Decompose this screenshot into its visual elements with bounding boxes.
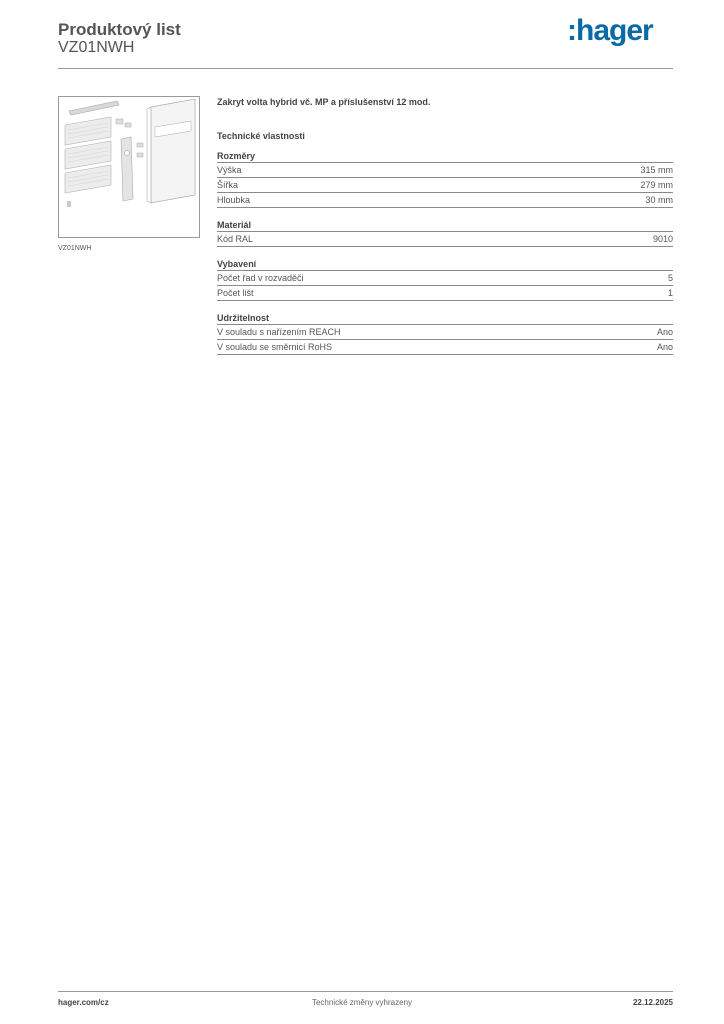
spec-label: Počet lišt [217,288,254,298]
footer-notice: Technické změny vyhrazeny [311,998,413,1007]
product-image [58,96,200,238]
product-details [217,96,673,355]
product-code: VZ01NWH [58,39,135,56]
spec-group-title: Rozměry [217,150,673,163]
spec-group-title: Vybavení [217,258,673,271]
spec-value: 5 [667,273,673,283]
spec-value: Ano [656,342,673,352]
spec-group-title: Materiál [217,219,673,232]
spec-row [217,232,673,247]
footer-date: 22.12.2025 [632,998,673,1007]
spec-row [217,193,673,208]
spec-label: Hloubka [217,195,251,205]
spec-row [217,286,673,301]
spec-label: V souladu se směrnicí RoHS [217,342,333,352]
spec-group-title: Udržitelnost [217,312,673,325]
spec-value: 1 [667,288,673,298]
spec-row [217,178,673,193]
spec-label: V souladu s nařízením REACH [217,327,341,337]
spec-row [217,163,673,178]
spec-label: Kód RAL [217,234,254,244]
spec-group-equipment [217,258,673,301]
footer-website-link[interactable]: hager.com/cz [58,998,109,1007]
spec-value: 9010 [652,234,673,244]
spec-group-material [217,219,673,247]
spec-value: 315 mm [640,165,673,175]
spec-row [217,340,673,355]
product-illustration [59,97,201,239]
specs-title: Technické vlastnosti [217,131,305,141]
image-caption: VZ01NWH [58,245,92,252]
spec-label: Počet řad v rozvaděči [217,273,304,283]
spec-label: Šířka [217,180,239,190]
spec-group-sustainability [217,312,673,355]
spec-row [217,271,673,286]
product-description: Zakryt volta hybrid vč. MP a příslušenství 12 mod. [217,97,431,107]
spec-group-dimensions [217,150,673,208]
hager-logo: :hager [567,14,653,47]
spec-value: 279 mm [640,180,673,190]
header-divider [58,68,673,69]
spec-label: Výška [217,165,242,175]
spec-row [217,325,673,340]
spec-value: 30 mm [645,195,673,205]
spec-value: Ano [656,327,673,337]
page-title: Produktový list [58,20,181,39]
footer-divider [58,991,673,992]
